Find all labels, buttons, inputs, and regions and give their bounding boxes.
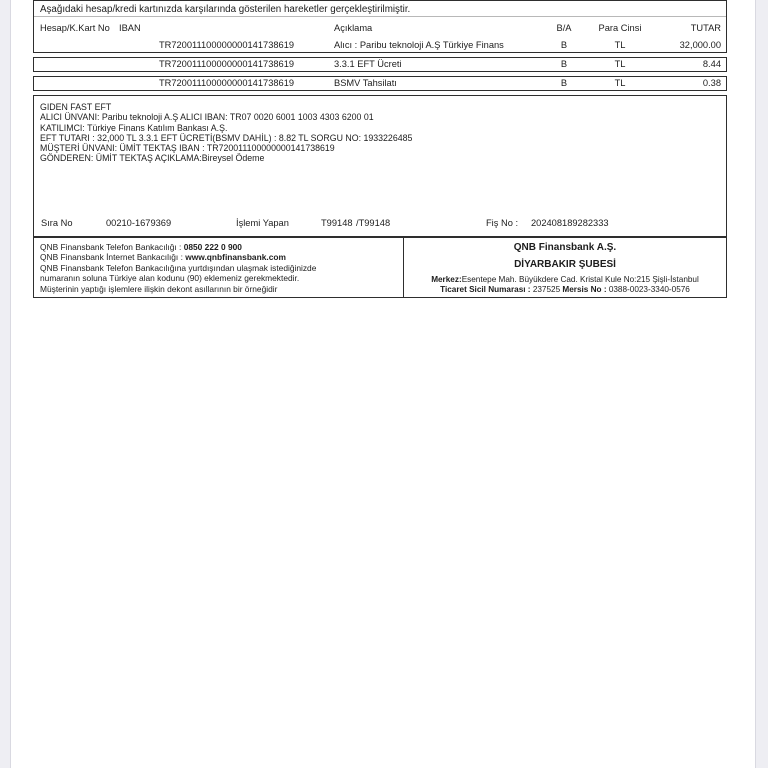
footer-abroad-line-1: QNB Finansbank Telefon Bankacılığına yurtdışından ulaşmak istediğinizde <box>40 262 317 273</box>
header-account: Hesap/K.Kart No <box>40 23 110 33</box>
detail-line-amounts: EFT TUTARI : 32,000 TL 3.3.1 EFT ÜCRETİ(BSMV DAHİL) : 8.82 TL SORGU NO: 1933226485 <box>40 132 413 143</box>
ticaret-label: Ticaret Sicil Numarası : <box>440 285 533 294</box>
header-iban: IBAN <box>119 23 141 33</box>
teller-code-1: T99148 <box>321 218 353 228</box>
cell-iban: TR720011100000000141738619 <box>158 78 295 88</box>
detail-line-sender: GÖNDEREN: ÜMİT TEKTAŞ AÇIKLAMA:Bireysel Ödeme <box>40 153 265 164</box>
cell-ba: B <box>560 59 568 69</box>
right-gutter <box>755 0 768 768</box>
mersis-label: Mersis No : <box>560 285 609 294</box>
cell-amount: 32,000.00 <box>679 40 721 50</box>
transactions-section <box>33 0 727 53</box>
sira-no-value: 00210-1679369 <box>106 218 172 228</box>
cell-currency: TL <box>614 40 626 50</box>
bank-address <box>404 275 726 284</box>
footer-copy-note: Müşterinin yaptığı işlemlere ilişkin dekont asıllarının bir örneğidir <box>40 283 278 294</box>
teller-code-2: /T99148 <box>356 218 391 228</box>
table-row <box>34 40 726 50</box>
footer-bank-block <box>404 238 726 297</box>
cell-ba: B <box>560 78 568 88</box>
bank-registration <box>404 285 726 294</box>
islemi-yapan-label: İşlemi Yapan <box>236 218 289 228</box>
intro-text: Aşağıdaki hesap/kredi kartınızda karşılarında gösterilen hareketler gerçekleştirilmiştir. <box>34 1 726 17</box>
footer-phone-number: 0850 222 0 900 <box>183 242 242 252</box>
merkez-value: Esentepe Mah. Büyükdere Cad. Kristal Kule No:215 Şişli-İstanbul <box>461 275 699 284</box>
header-description: Açıklama <box>334 23 373 33</box>
footer-phone-label: QNB Finansbank Telefon Bankacılığı : <box>40 242 184 252</box>
cell-description: BSMV Tahsilatı <box>334 78 397 88</box>
bank-name: QNB Finansbank A.Ş. <box>513 242 617 253</box>
left-gutter <box>0 0 11 768</box>
footer-website: www.qnbfinansbank.com <box>185 252 286 263</box>
header-ba: B/A <box>556 23 572 33</box>
cell-currency: TL <box>614 59 626 69</box>
table-row <box>33 57 727 72</box>
footer-section <box>33 237 727 298</box>
fis-no-value: 202408189282333 <box>531 218 609 228</box>
cell-iban: TR720011100000000141738619 <box>158 59 295 69</box>
detail-line-participant: KATILIMCI: Türkiye Finans Katılım Bankası A.Ş. <box>40 122 228 133</box>
sira-no-label: Sıra No <box>41 218 73 228</box>
cell-amount: 0.38 <box>702 78 721 88</box>
detail-line-customer: MÜŞTERİ ÜNVANI: ÜMİT TEKTAŞ IBAN : TR720011100000000141738619 <box>40 143 335 154</box>
cell-iban: TR720011100000000141738619 <box>158 40 295 50</box>
cell-description: Alıcı : Paribu teknoloji A.Ş Türkiye Finans <box>334 40 504 50</box>
detail-line-transfer-type: GIDEN FAST EFT <box>40 102 112 112</box>
header-currency: Para Cinsi <box>598 23 642 33</box>
merkez-label: Merkez: <box>431 275 462 284</box>
mersis-value: 0388-0023-3340-0576 <box>608 285 690 294</box>
sequence-row <box>34 218 726 230</box>
branch-name: DİYARBAKIR ŞUBESİ <box>514 259 616 270</box>
detail-line-recipient: ALICI ÜNVANI: Paribu teknoloji A.Ş ALICI IBAN: TR07 0020 6001 1003 4303 6200 01 <box>40 112 374 123</box>
table-header-row <box>34 23 726 33</box>
table-row <box>33 76 727 91</box>
footer-phone-line <box>40 242 399 252</box>
header-amount: TUTAR <box>690 23 721 33</box>
fis-no-label: Fiş No : <box>486 218 519 228</box>
ticaret-value: 237525 <box>532 285 561 294</box>
cell-currency: TL <box>614 78 626 88</box>
transfer-details-section <box>33 95 727 237</box>
cell-amount: 8.44 <box>702 59 721 69</box>
cell-description: 3.3.1 EFT Ücreti <box>334 59 402 69</box>
footer-contact-block <box>34 238 404 297</box>
footer-abroad-line-2: numaranın soluna Türkiye alan kodunu (90) eklemeniz gerekmektedir. <box>40 273 300 284</box>
cell-ba: B <box>560 40 568 50</box>
bank-receipt-document <box>33 0 727 298</box>
footer-internet-label: QNB Finansbank İnternet Bankacılığı : <box>40 252 186 263</box>
footer-internet-line <box>40 252 399 262</box>
